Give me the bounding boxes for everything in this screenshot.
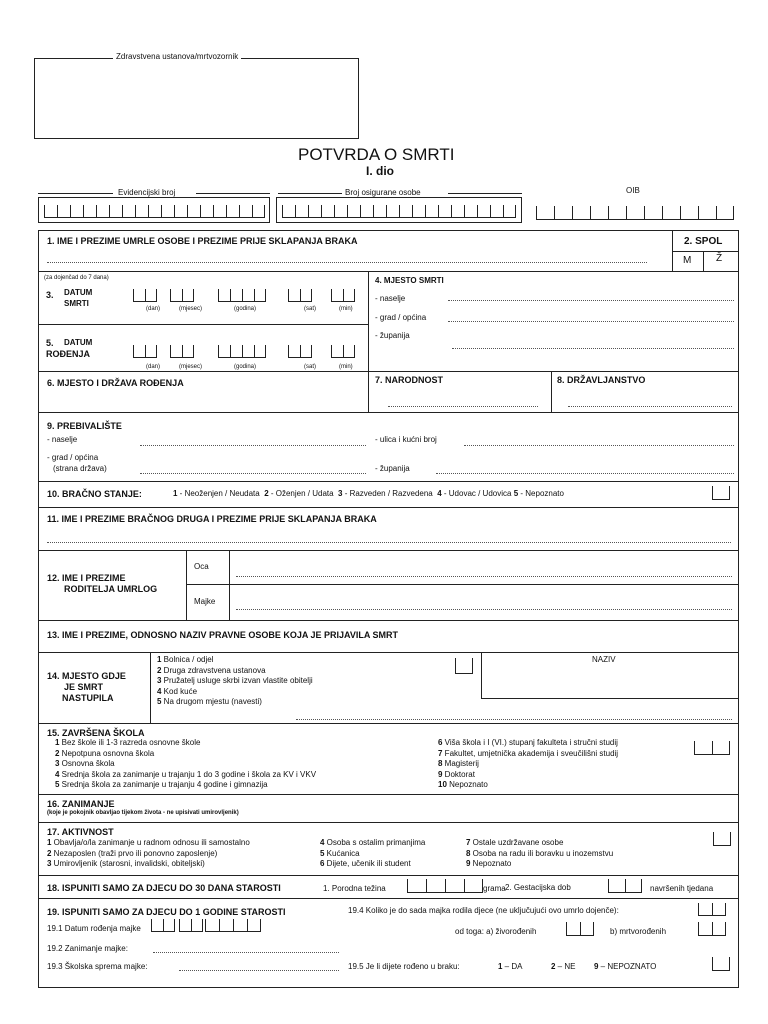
s5-label-line1: DATUM: [64, 338, 93, 347]
s9-label: 9. PREBIVALIŠTE: [47, 421, 122, 431]
s4-naselje-input[interactable]: [448, 300, 734, 301]
s12-oca-label: Oca: [194, 562, 209, 571]
s9-zupanija-input[interactable]: [436, 473, 734, 474]
s17-option-3[interactable]: 3 Umirovljenik (starosni, invalidski, obiteljski): [47, 859, 205, 868]
s19-ne-option[interactable]: 2 – NE: [551, 962, 576, 971]
s5-unit-sat: (sat): [304, 364, 316, 370]
s4-zupanija-input[interactable]: [452, 348, 734, 349]
s18-gestacija-cells[interactable]: [608, 879, 642, 893]
s19-brak-answer-box[interactable]: [712, 957, 730, 971]
s19-label: 19. ISPUNITI SAMO ZA DJECU DO 1 GODINE STAROSTI: [47, 907, 286, 917]
s17-option-4[interactable]: 4 Osoba s ostalim primanjima: [320, 838, 426, 847]
s10-option-1[interactable]: 1 - Neoženjen / Neudata: [173, 489, 260, 498]
broj-osigurane-osobe-label: Broj osigurane osobe: [345, 188, 421, 197]
s17-option-9[interactable]: 9 Nepoznato: [466, 859, 512, 868]
s19-mrtvo-label: b) mrtvorođenih: [610, 927, 667, 936]
oib-field[interactable]: [536, 206, 734, 220]
s14-label-line2: JE SMRT: [64, 682, 104, 692]
s9-naselje-label: - naselje: [47, 435, 78, 444]
s19-od-toga-label: od toga: a) živorođenih: [455, 927, 537, 936]
s5-unit-dan: (dan): [146, 364, 161, 370]
s3-unit-mjesec: (mjesec): [179, 306, 203, 312]
s3-unit-min: (min): [339, 306, 353, 312]
s17-option-6[interactable]: 6 Dijete, učenik ili student: [320, 859, 411, 868]
s10-option-2[interactable]: 2 - Oženjen / Udata: [264, 489, 334, 498]
s7-label: 7. NARODNOST: [375, 375, 444, 385]
s4-naselje-label: - naselje: [375, 294, 406, 303]
s19-brak-label: 19.5 Je li dijete rođeno u braku:: [348, 962, 460, 971]
s3-unit-dan: (dan): [146, 306, 161, 312]
s5-label-line2: ROĐENJA: [46, 349, 91, 359]
s17-col1: [47, 838, 250, 870]
s18-tezina-cells[interactable]: [407, 879, 483, 893]
s12-majke-label: Majke: [194, 597, 216, 606]
s19-zivorodenih-cells[interactable]: [566, 922, 594, 936]
s16-note: (koje je pokojnik obavljao tijekom života - ne upisivati umirovljenik): [47, 810, 239, 816]
s4-label: 4. MJESTO SMRTI: [375, 276, 444, 285]
s19-zanimanje-label: 19.2 Zanimanje majke:: [47, 944, 128, 953]
s9-grad-input[interactable]: [140, 473, 366, 474]
broj-osigurane-osobe-cells: [282, 205, 516, 218]
s19-koliko-label: 19.4 Koliko je do sada majka rodila djece (ne uključujući ovo umrlo dojenče):: [348, 906, 619, 915]
s10-option-4[interactable]: 4 - Udovac / Udovica: [437, 489, 512, 498]
s16-label: 16. ZANIMANJE: [47, 799, 115, 809]
s9-ulica-label: - ulica i kućni broj: [375, 435, 437, 444]
evidencijski-broj-label: Evidencijski broj: [118, 188, 176, 197]
s9-zupanija-label: - županija: [375, 464, 410, 473]
s6-label: 6. MJESTO I DRŽAVA ROĐENJA: [47, 378, 184, 388]
s12-label-line2: RODITELJA UMRLOG: [64, 584, 158, 594]
s12-label-line1: 12. IME I PREZIME: [47, 573, 126, 583]
s15-option-8[interactable]: 8 Magisterij: [438, 759, 479, 768]
s17-option-8[interactable]: 8 Osoba na radu ili boravku u inozemstvu: [466, 848, 614, 858]
s14-option-3[interactable]: 3 Pružatelj usluge skrbi izvan vlastite obitelji: [157, 676, 313, 685]
s15-option-10[interactable]: 10 Nepoznato: [438, 780, 488, 789]
s9-strana-label: (strana država): [53, 464, 107, 473]
s14-options: [157, 655, 313, 708]
oib-label: OIB: [626, 186, 640, 195]
s19-da-option[interactable]: 1 – DA: [498, 962, 523, 971]
s4-grad-input[interactable]: [448, 321, 734, 322]
s3-label-line1: DATUM: [64, 288, 93, 297]
s10-answer-box[interactable]: [712, 486, 730, 500]
s12-oca-input[interactable]: [236, 576, 732, 577]
s5-unit-godina: (godina): [234, 364, 257, 370]
s19-koliko-cells[interactable]: [698, 903, 726, 916]
s14-option-2[interactable]: 2 Druga zdravstvena ustanova: [157, 665, 266, 675]
s17-option-2[interactable]: 2 Nezaposlen (traži prvo ili ponovno zaposlenje): [47, 848, 218, 858]
s5-unit-min: (min): [339, 364, 353, 370]
s14-label-line1: 14. MJESTO GDJE: [47, 671, 126, 681]
s18-label: 18. ISPUNITI SAMO ZA DJECU DO 30 DANA STAROSTI: [47, 883, 281, 893]
s15-left-options: [55, 738, 316, 791]
s11-input[interactable]: [47, 542, 731, 543]
s14-label-line3: NASTUPILA: [62, 693, 114, 703]
s4-zupanija-label: - županija: [375, 331, 410, 340]
s3-note: (za dojenčad do 7 dana): [44, 275, 109, 281]
s8-label: 8. DRŽAVLJANSTVO: [557, 375, 646, 385]
s18-grama-label: grama: [483, 884, 506, 893]
s15-option-2[interactable]: 2 Nepotpuna osnovna škola: [55, 748, 155, 758]
s17-option-5[interactable]: 5 Kućanica: [320, 848, 360, 858]
s15-right-options: [438, 738, 618, 791]
s13-label: 13. IME I PREZIME, ODNOSNO NAZIV PRAVNE OSOBE KOJA JE PRIJAVILA SMRT: [47, 630, 399, 640]
s10-options: [173, 489, 564, 499]
s4-grad-label: - grad / općina: [375, 313, 427, 322]
s15-label: 15. ZAVRŠENA ŠKOLA: [47, 728, 145, 738]
s9-grad-label: - grad / općina: [47, 453, 99, 462]
s14-naziv-label: NAZIV: [592, 655, 616, 664]
s15-option-3[interactable]: 3 Osnovna škola: [55, 759, 115, 768]
s15-option-6[interactable]: 6 Viša škola i I (VI.) stupanj fakulteta i stručni studij: [438, 738, 618, 747]
s3-label-line2: SMRTI: [64, 299, 89, 308]
s15-option-4[interactable]: 4 Srednja škola za zanimanje u trajanju 1 do 3 godine i škola za KV i VKV: [55, 769, 317, 779]
s19-sprema-input[interactable]: [179, 970, 339, 971]
s14-answer-box[interactable]: [455, 658, 473, 674]
s17-option-1[interactable]: 1 Obavlja/o/la zanimanje u radnom odnosu ili samostalno: [47, 838, 250, 847]
s8-input[interactable]: [568, 406, 732, 407]
institution-label: Zdravstvena ustanova/mrtvozornik: [113, 52, 241, 62]
s10-label: 10. BRAČNO STANJE:: [47, 489, 142, 499]
s12-majke-input[interactable]: [236, 609, 732, 610]
s19-zanimanje-input[interactable]: [153, 952, 339, 953]
institution-box[interactable]: [34, 58, 359, 139]
evidencijski-broj-cells: [44, 205, 265, 218]
s15-answer-box[interactable]: [694, 741, 730, 755]
s10-option-5[interactable]: 5 - Nepoznato: [513, 489, 564, 498]
s14-option-1[interactable]: 1 Bolnica / odjel: [157, 655, 214, 664]
s15-option-5[interactable]: 5 Srednja škola za zanimanje u trajanju 4 godine i gimnazija: [55, 780, 268, 789]
s11-label: 11. IME I PREZIME BRAČNOG DRUGA I PREZIME PRIJE SKLAPANJA BRAKA: [47, 514, 377, 524]
s17-label: 17. AKTIVNOST: [47, 827, 114, 837]
s19-nepoznato-option[interactable]: 9 – NEPOZNATO: [594, 962, 657, 971]
page-subtitle: I. dio: [366, 164, 394, 178]
s19-datum-label: 19.1 Datum rođenja majke: [47, 924, 141, 933]
s2-label: 2. SPOL: [684, 236, 723, 247]
s14-option-4[interactable]: 4 Kod kuće: [157, 686, 198, 696]
s5-num: 5.: [46, 338, 54, 348]
s1-input-line[interactable]: [47, 262, 647, 263]
s2-male-option[interactable]: M: [683, 255, 692, 266]
s15-option-7[interactable]: 7 Fakultet, umjetnička akademija i sveučilišni studij: [438, 748, 619, 758]
s9-ulica-input[interactable]: [464, 445, 734, 446]
s19-sprema-label: 19.3 Školska sprema majke:: [47, 962, 148, 971]
s17-col2: [320, 838, 425, 870]
s19-mrtvorodenih-cells[interactable]: [698, 922, 726, 936]
s17-answer-box[interactable]: [713, 832, 731, 846]
s17-col3: [466, 838, 613, 870]
s1-label: 1. IME I PREZIME UMRLE OSOBE I PREZIME PRIJE SKLAPANJA BRAKA: [47, 236, 358, 246]
s5-unit-mjesec: (mjesec): [179, 364, 203, 370]
s9-naselje-input[interactable]: [140, 445, 366, 446]
page-title: POTVRDA O SMRTI: [298, 145, 455, 164]
s15-option-9[interactable]: 9 Doktorat: [438, 769, 475, 779]
s7-input[interactable]: [388, 406, 538, 407]
s17-option-7[interactable]: 7 Ostale uzdržavane osobe: [466, 838, 564, 847]
s10-option-3[interactable]: 3 - Razveden / Razvedena: [338, 489, 433, 498]
s18-tjedana-label: navršenih tjedana: [650, 884, 714, 893]
s3-unit-sat: (sat): [304, 306, 316, 312]
s14-option-5[interactable]: 5 Na drugom mjestu (navesti): [157, 697, 262, 706]
s18-gestacija-label: 2. Gestacijska dob: [505, 883, 571, 892]
s3-num: 3.: [46, 290, 54, 300]
s3-unit-godina: (godina): [234, 306, 257, 312]
s15-option-1[interactable]: 1 Bez škole ili 1-3 razreda osnovne škole: [55, 738, 201, 747]
s14-other-input[interactable]: [296, 719, 732, 720]
s18-tezina-label: 1. Porodna težina: [323, 884, 386, 893]
s2-female-option[interactable]: Ž: [716, 253, 723, 264]
